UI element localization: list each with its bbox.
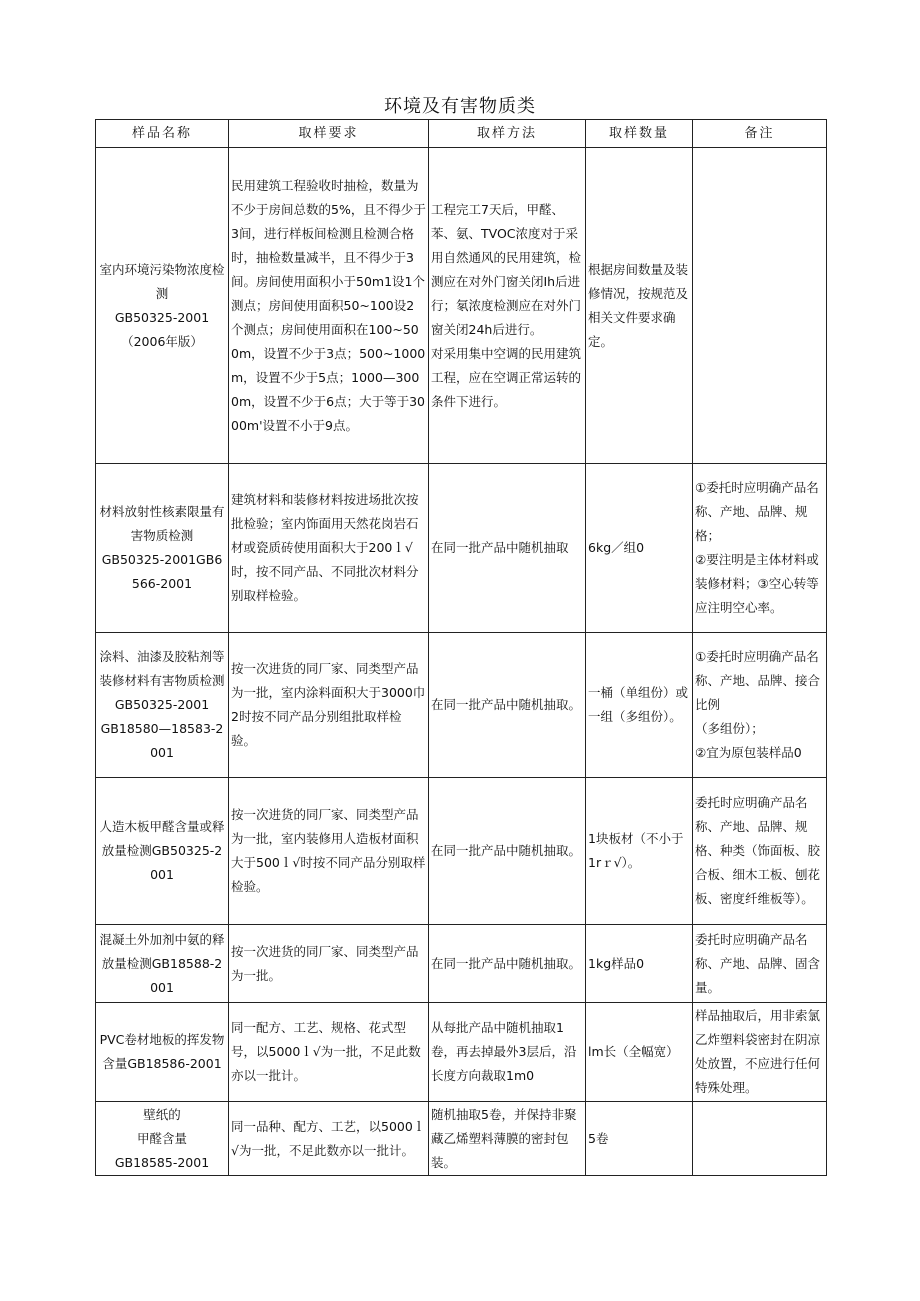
requirement-cell: 同一配方、工艺、规格、花式型号，以5000ｌ√为一批，不足此数亦以一批计。 [229,1003,429,1102]
remark-cell: 委托时应明确产品名称、产地、品牌、规格、种类（饰面板、胶合板、细木工板、刨花板、密度纤维板等）。 [693,778,827,925]
header-quantity: 取样数量 [586,120,693,148]
quantity-cell: 6kg／组0 [586,464,693,633]
table-row [96,1102,827,1176]
quantity-cell: 1kg样品0 [586,925,693,1003]
remark-cell [693,148,827,464]
remark-cell: 样品抽取后，用非索氯乙炸塑料袋密封在阴凉处放置，不应进行任何特殊处理。 [693,1003,827,1102]
requirement-cell: 同一品种、配方、工艺，以5000ｌ√为一批，不足此数亦以一批计。 [229,1102,429,1176]
method-cell: 在同一批产品中随机抽取。 [429,778,586,925]
table-row [96,925,827,1003]
header-sample-name: 样品名称 [96,120,229,148]
requirement-cell: 按一次进货的同厂家、同类型产品为一批，室内涂料面积大于3000巾2时按不同产品分别组批取样检验。 [229,633,429,778]
method-cell: 在同一批产品中随机抽取。 [429,925,586,1003]
quantity-cell: 一桶（单组份）或一组（多组份）。 [586,633,693,778]
sample-name-cell: 壁纸的 甲醛含量 GB18585-2001 [96,1102,229,1176]
remark-cell: ①委托时应明确产品名称、产地、品牌、规格； ②要注明是主体材料或装修材料；③空心转等应注明空心率。 [693,464,827,633]
method-cell: 工程完工7天后，甲醛、苯、氨、TVOC浓度对于采用自然通风的民用建筑，检测应在对外门窗关闭Ih后进行；氡浓度检测应在对外门窗关闭24h后进行。 对采用集中空调的民用建筑工程，应在空调正常运转的条件下进行。 [429,148,586,464]
sample-name-cell: 涂料、油漆及胶粘剂等装修材料有害物质检测 GB50325-2001 GB18580—18583-2001 [96,633,229,778]
header-requirement: 取样要求 [229,120,429,148]
requirement-cell: 民用建筑工程验收时抽检，数量为不少于房间总数的5%，且不得少于3间，进行样板间检测且检测合格时，抽检数量减半，且不得少于3间。房间使用面积小于50m1设1个测点；房间使用面积50~100设2个测点；房间使用面积在100~500m，设置不少于3点；500~1000m，设置不少于5点；1000—3000m，设置不少于6点；大于等于3000m'设置不小于9点。 [229,148,429,464]
table-row [96,1003,827,1102]
table-row [96,464,827,633]
sample-name-cell: 人造木板甲醛含量或释放量检测GB50325-2001 [96,778,229,925]
sample-name-cell: 混凝土外加剂中氨的释放量检测GB18588-2001 [96,925,229,1003]
sample-name-cell: 室内环境污染物浓度检测 GB50325-2001 （2006年版） [96,148,229,464]
sampling-table [95,119,827,1176]
method-cell: 在同一批产品中随机抽取 [429,464,586,633]
requirement-cell: 按一次进货的同厂家、同类型产品为一批，室内装修用人造板材面积大于500ｌ√时按不同产品分别取样检验。 [229,778,429,925]
table-header-row [96,120,827,148]
requirement-cell: 按一次进货的同厂家、同类型产品为一批。 [229,925,429,1003]
remark-cell: ①委托时应明确产品名称、产地、品牌、接合比例 （多组份）； ②宜为原包装样品0 [693,633,827,778]
header-remark: 备注 [693,120,827,148]
sample-name-cell: PVC卷材地板的挥发物含量GB18586-2001 [96,1003,229,1102]
table-row [96,778,827,925]
method-cell: 在同一批产品中随机抽取。 [429,633,586,778]
remark-cell: 委托时应明确产品名称、产地、品牌、固含量。 [693,925,827,1003]
method-cell: 从每批产品中随机抽取1卷，再去掉最外3层后，沿长度方向裁取1m0 [429,1003,586,1102]
page-title: 环境及有害物质类 [384,96,536,117]
sample-name-cell: 材料放射性核素限量有害物质检测 GB50325-2001GB6566-2001 [96,464,229,633]
table-row [96,633,827,778]
header-method: 取样方法 [429,120,586,148]
quantity-cell: 1块板材（不小于1rｒ√）。 [586,778,693,925]
remark-cell [693,1102,827,1176]
requirement-cell: 建筑材料和装修材料按进场批次按批检验；室内饰面用天然花岗岩石材或瓷质砖使用面积大于200ｌ√时，按不同产品、不同批次材料分别取样检验。 [229,464,429,633]
quantity-cell: lm长（全幅宽） [586,1003,693,1102]
method-cell: 随机抽取5卷，并保持非聚藏乙烯塑料薄膜的密封包装。 [429,1102,586,1176]
quantity-cell: 5卷 [586,1102,693,1176]
quantity-cell: 根据房间数量及装修情况，按规范及相关文件要求确定。 [586,148,693,464]
table-row [96,148,827,464]
